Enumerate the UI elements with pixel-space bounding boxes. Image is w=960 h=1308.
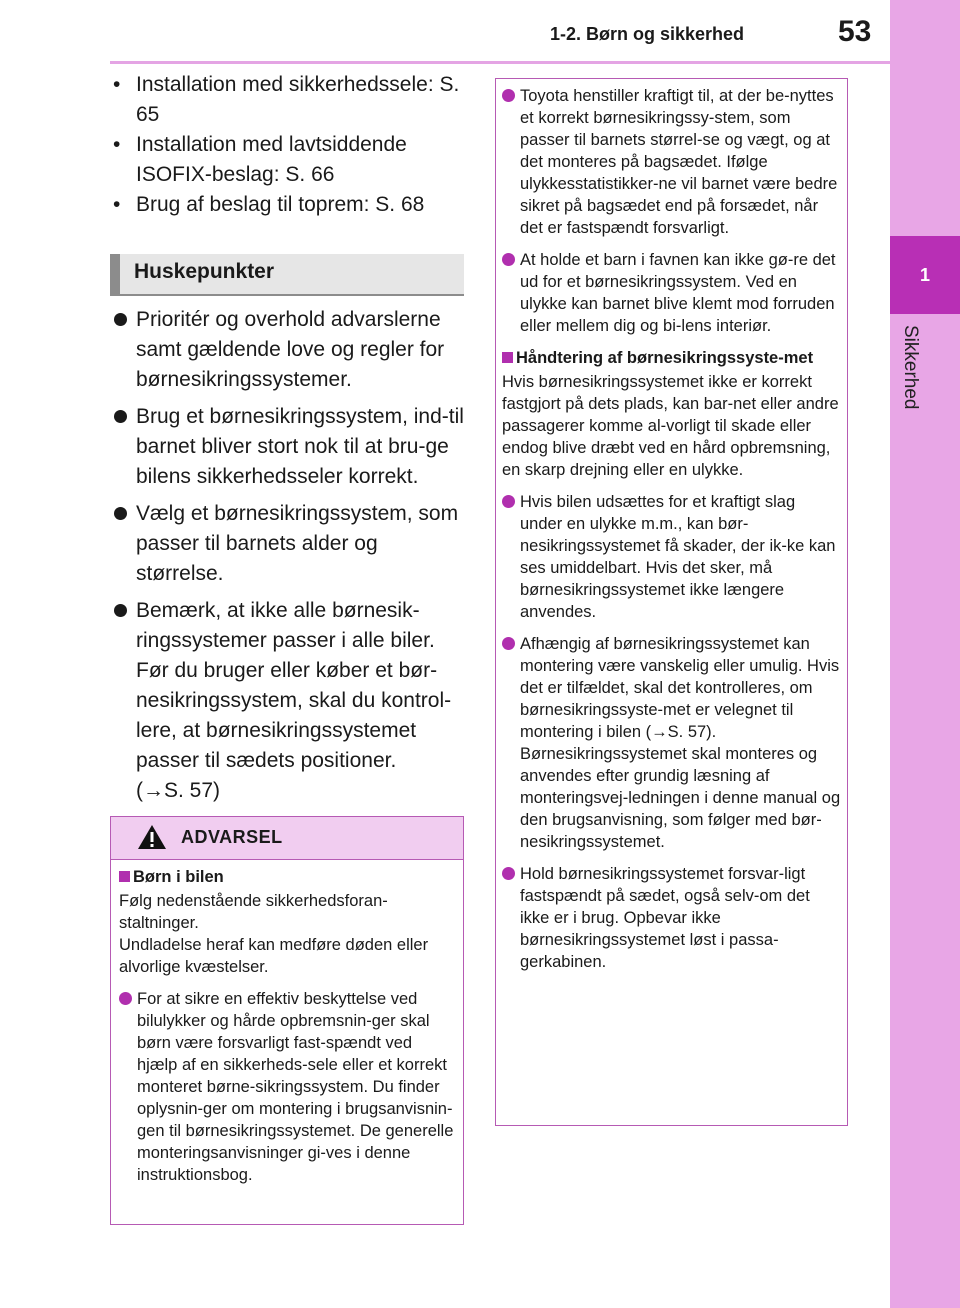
warning-subhead: Børn i bilen — [119, 866, 455, 888]
chapter-tab[interactable]: 1 — [890, 236, 960, 314]
square-bullet-icon — [119, 871, 130, 882]
header-rule — [110, 61, 890, 64]
handling-paragraph: Hvis børnesikringssystemet ikke er korrekt fastgjort på dets plads, kan bar-net eller andre passagerer komme al-vorligt til skade eller endog blive dræbt ved en hård opbremsning, en skarp drejning eller en ulykke. — [502, 373, 839, 479]
bullet-dot-icon — [502, 867, 515, 880]
warning-continued-box — [495, 78, 848, 1126]
list-item: • Brug af beslag til toprem: S. 68 — [110, 190, 466, 220]
side-band — [890, 0, 960, 1308]
warning-box — [110, 816, 464, 1225]
list-item: Brug et børnesikringssystem, ind-til barnet bliver stort nok til at bru-ge bilens sikkerhedsseler korrekt. — [110, 402, 466, 492]
warning-bullet: Afhængig af børnesikringssystemet kan montering være vanskelig eller umulig. Hvis det er tilfældet, skal det kontrolleres, om børnesikringssyste-met er velegnet til montering i bilen (→S. 57). Børnesikringssystemet skal monteres og anvendes efter grundig læsning af monteringsvej-ledningen i denne manual og den brugsanvisning, som følger med bør-nesikringssystemet. — [502, 633, 841, 853]
warning-header — [111, 817, 463, 860]
list-item: Prioritér og overhold advarslerne samt gældende love og regler for børnesikringssystemer. — [110, 305, 466, 395]
bullet-dot-icon — [114, 507, 127, 520]
memo-title: Huskepunkter — [134, 260, 275, 283]
warning-intro: Undladelse heraf kan medføre døden eller alvorlige kvæstelser. — [119, 936, 429, 976]
bullet-dot-icon — [502, 253, 515, 266]
warning-bullet: Hold børnesikringssystemet forsvar-ligt fastspændt på sædet, også selv-om det ikke er i brug. Opbevar ikke børnesikringssystemet løst i passa-gerkabinen. — [502, 863, 841, 973]
cross-reference[interactable]: (→S. 57) — [136, 779, 221, 802]
section-title: 1-2. Børn og sikkerhed — [550, 24, 745, 44]
list-item: • Installation med lavtsiddende ISOFIX-beslag: S. 66 — [110, 130, 466, 190]
list-item: Vælg et børnesikringssystem, som passer til barnets alder og størrelse. — [110, 499, 466, 589]
bullet-dot-icon — [114, 313, 127, 326]
bullet-dot-icon — [119, 992, 132, 1005]
list-item: Bemærk, at ikke alle børnesik-ringssystemer passer i alle biler. Før du bruger eller køber et bør-nesikringssystem, skal du kontrol-lere, at børnesikringssystemet passer til sædets positioner. — [110, 596, 466, 776]
bullet-dot-icon — [502, 495, 515, 508]
install-methods — [110, 70, 466, 220]
warning-bullet: Hvis bilen udsættes for et kraftigt slag under en ulykke m.m., kan bør-nesikringssystemet få skader, der ik-ke kan ses umiddelbart. Hvis det sker, må børnesikringssystemet ikke længere anvendes. — [502, 491, 841, 623]
chapter-label: Sikkerhed — [900, 325, 921, 410]
warning-bullet: For at sikre en effektiv beskyttelse ved bilulykker og hårde opbremsnin-ger skal børn være forsvarligt fast-spændt ved hjælp af en sikkerheds-sele eller et korrekt monteret børne-sikringssystem. Du finder oplysnin-ger om montering i brugsanvisnin-gen til børnesikringssystemet. De generelle monteringsanvisninger gi-ves i denne instruktionsbog. — [119, 988, 455, 1186]
memo-heading-box — [110, 254, 464, 296]
memo-list — [110, 305, 466, 813]
warning-bullet: Toyota henstiller kraftigt til, at der be-nyttes et korrekt børnesikringssy-stem, som passer til barnets størrel-se og vægt, og at det monteres på bagsædet. Ifølge ulykkesstatistikker-ne vil barnet være bedre sikret på bagsædet end på forsædet, når det er fastspændt forsvarligt. — [502, 85, 841, 239]
square-bullet-icon — [502, 352, 513, 363]
warning-intro: Følg nedenstående sikkerhedsforan-staltninger. — [119, 892, 388, 932]
bullet-dot-icon — [114, 604, 127, 617]
warning-triangle-icon — [137, 823, 167, 851]
warning-title: ADVARSEL — [181, 827, 283, 847]
handling-subhead: Håndtering af børnesikringssyste-met — [502, 347, 841, 369]
list-item: • Installation med sikkerhedssele: S. 65 — [110, 70, 466, 130]
warning-bullet: At holde et barn i favnen kan ikke gø-re det ud for et børnesikringssystem. Ved en ulykke kan barnet blive klemt mod forruden eller mellem dig og bi-lens interiør. — [502, 249, 841, 337]
bullet-dot-icon — [502, 637, 515, 650]
bullet-dot-icon — [114, 410, 127, 423]
page-number: 53 — [838, 15, 872, 48]
bullet-dot-icon — [502, 89, 515, 102]
